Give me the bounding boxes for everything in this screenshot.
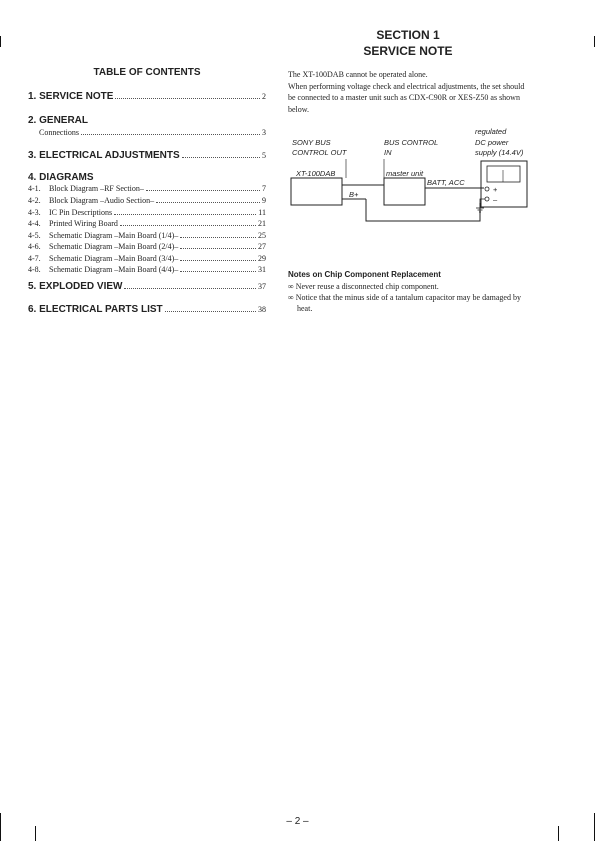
page-number: – 2 – <box>286 816 309 827</box>
toc-section-electrical-adjustments[interactable] <box>28 150 266 161</box>
toc-page: 7 <box>262 184 266 193</box>
toc-page: 11 <box>258 208 266 217</box>
bplus-wire <box>366 199 480 221</box>
toc-page: 3 <box>262 128 266 137</box>
toc-section-label: 6. ELECTRICAL PARTS LIST <box>28 304 163 315</box>
toc-item[interactable] <box>28 196 266 205</box>
toc-section-label: 4. DIAGRAMS <box>28 172 94 183</box>
minus-terminal <box>485 197 489 201</box>
label-batt-acc: BATT, ACC <box>427 178 465 187</box>
toc-item[interactable] <box>28 219 266 228</box>
note-item: ∞ Never reuse a disconnected chip component. <box>288 282 439 291</box>
label-dc-power: DC power <box>475 138 509 147</box>
toc-section-diagrams[interactable] <box>28 172 266 183</box>
intro-line: The XT-100DAB cannot be operated alone. <box>288 70 428 79</box>
plus-terminal <box>485 187 489 191</box>
crop-mark <box>558 826 559 841</box>
toc-item-number: 4-2. <box>28 196 41 205</box>
toc-item-label: Block Diagram –Audio Section– <box>49 196 155 205</box>
toc-section-label: 2. GENERAL <box>28 115 89 126</box>
toc-page: 37 <box>258 282 266 291</box>
toc-page: 2 <box>262 92 266 101</box>
section-title: SERVICE NOTE <box>363 44 453 58</box>
label-bus-control: BUS CONTROL <box>384 138 439 147</box>
label-regulated: regulated <box>475 127 507 136</box>
toc-item-label: Schematic Diagram –Main Board (4/4)– <box>49 265 179 274</box>
intro-paragraph: When performing voltage check and electrical adjustments, the set should be connected to a master unit such as CDX-C90R or XES-Z50 as shown below. <box>288 81 525 114</box>
label-control-out: CONTROL OUT <box>292 148 347 157</box>
toc-section-exploded-view[interactable] <box>28 281 266 292</box>
toc-page: 27 <box>258 242 266 251</box>
toc-item[interactable] <box>28 231 266 240</box>
toc-item-label: Schematic Diagram –Main Board (3/4)– <box>49 254 179 263</box>
label-xt100dab: XT-100DAB <box>296 169 336 178</box>
toc-section-general[interactable] <box>28 115 266 126</box>
toc-page: 38 <box>258 305 266 314</box>
toc-section-label: 1. SERVICE NOTE <box>28 91 114 102</box>
label-in: IN <box>384 148 392 157</box>
toc-section-label: 5. EXPLODED VIEW <box>28 281 123 292</box>
toc-section-service-note[interactable] <box>28 91 266 102</box>
toc-item[interactable] <box>28 254 266 263</box>
toc-item-label: Schematic Diagram –Main Board (2/4)– <box>49 242 179 251</box>
toc-page: 21 <box>258 219 266 228</box>
toc-item-number: 4-6. <box>28 242 41 251</box>
toc-section-label: 3. ELECTRICAL ADJUSTMENTS <box>28 150 180 161</box>
toc-title: TABLE OF CONTENTS <box>93 67 201 78</box>
toc-item[interactable] <box>28 208 266 217</box>
crop-mark <box>0 36 1 47</box>
label-sony-bus: SONY BUS <box>292 138 331 147</box>
toc-page: 5 <box>262 151 266 160</box>
toc-item-number: 4-7. <box>28 254 41 263</box>
toc-section-electrical-parts-list[interactable] <box>28 304 266 315</box>
label-supply: supply (14.4V) <box>475 148 524 157</box>
master-unit-box <box>384 178 425 205</box>
toc-page: 25 <box>258 231 266 240</box>
intro-text <box>288 69 528 115</box>
xt100dab-box <box>291 178 342 205</box>
toc-item[interactable] <box>28 184 266 193</box>
section-number: SECTION 1 <box>376 28 440 42</box>
toc-item[interactable] <box>28 265 266 274</box>
toc-item-number: 4-5. <box>28 231 41 240</box>
toc-item-label: Connections <box>39 128 79 137</box>
toc-page: 29 <box>258 254 266 263</box>
note-item: ∞ Notice that the minus side of a tantalum capacitor may be damaged by heat. <box>288 293 521 313</box>
toc-item-label: Schematic Diagram –Main Board (1/4)– <box>49 231 179 240</box>
toc-item-number: 4-4. <box>28 219 41 228</box>
label-master-unit: master unit <box>386 169 424 178</box>
toc-item-connections[interactable] <box>28 128 266 137</box>
meter-window <box>487 166 520 182</box>
toc-page: 31 <box>258 265 266 274</box>
minus-sign: – <box>493 195 498 204</box>
toc-item-number: 4-3. <box>28 208 41 217</box>
toc-item-label: Block Diagram –RF Section– <box>49 184 144 193</box>
connection-diagram <box>280 125 535 230</box>
toc-item-label: IC Pin Descriptions <box>49 208 113 217</box>
plus-sign: + <box>493 185 498 194</box>
crop-mark <box>35 826 36 841</box>
toc-item-number: 4-1. <box>28 184 41 193</box>
notes-heading: Notes on Chip Component Replacement <box>288 270 441 279</box>
toc-item-label: Printed Wiring Board <box>49 219 118 228</box>
toc-item-number: 4-8. <box>28 265 41 274</box>
toc-page: 9 <box>262 196 266 205</box>
toc-item[interactable] <box>28 242 266 251</box>
label-bplus: B+ <box>349 190 359 199</box>
